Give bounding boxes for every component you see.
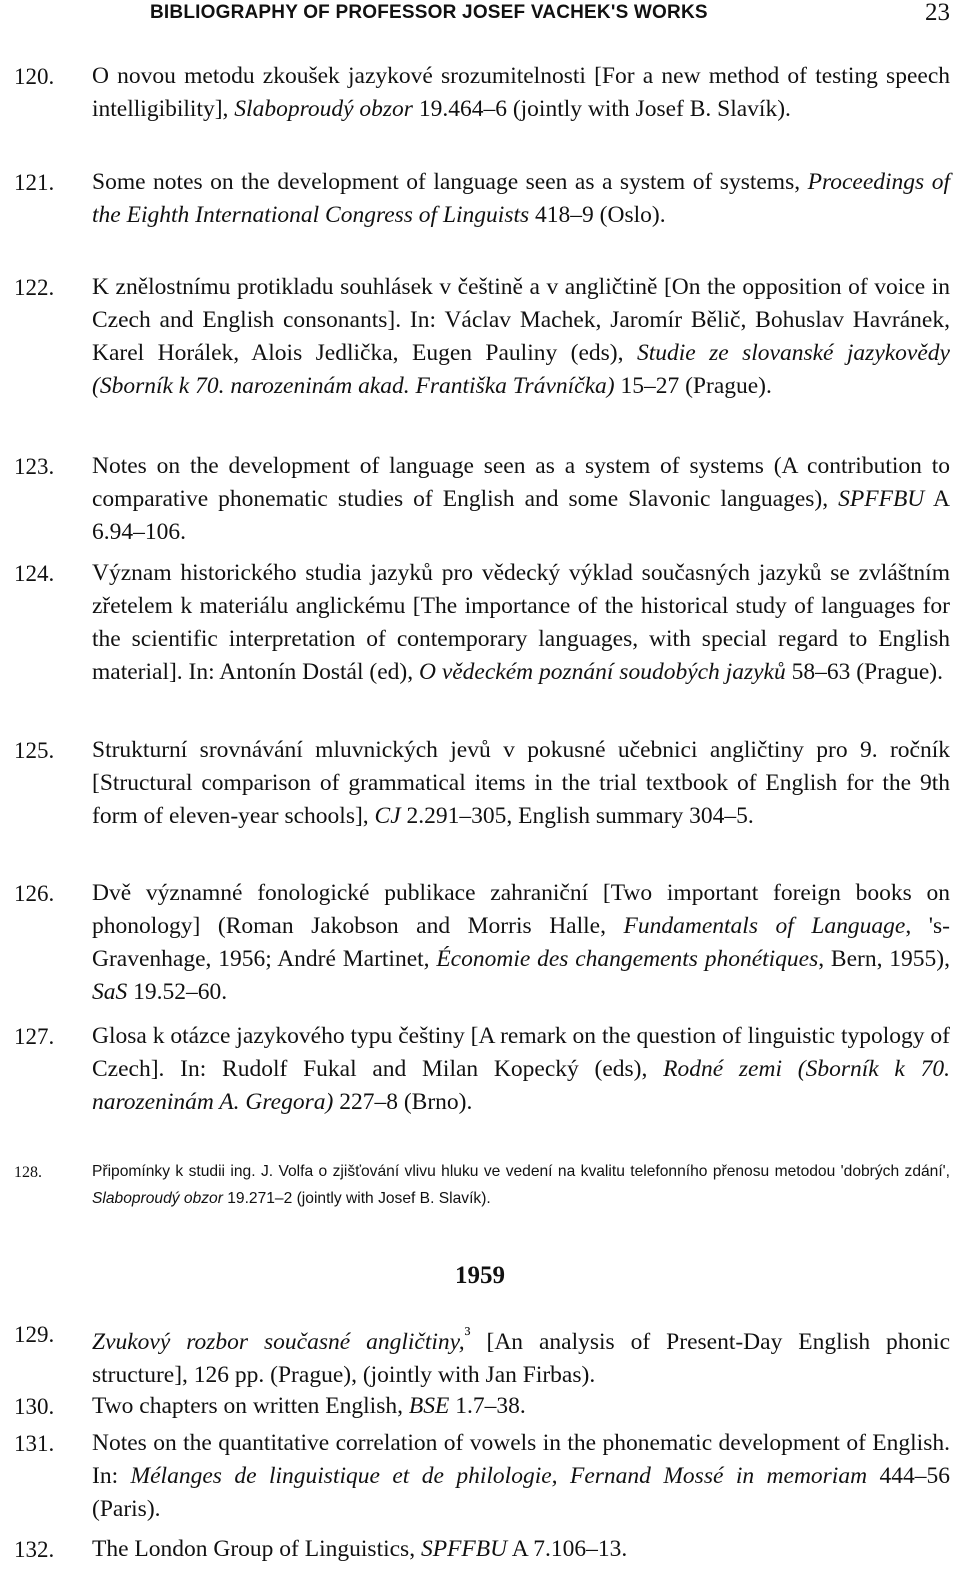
entry-text <box>92 1158 950 1212</box>
entry-text-run: K znělostnímu protikladu souhlásek v češtině a v angličtině [On the opposition of voice in Czech and English consonants]. In: Václav Machek, Jaromír Bělič, Bohuslav Havránek, Karel Horálek, Alois Jedlička, Eugen Pauliny (eds), <box>92 274 950 366</box>
running-head: BIBLIOGRAPHY OF PROFESSOR JOSEF VACHEK'S WORKS <box>150 2 708 23</box>
entry-text-run: 19.464–6 (jointly with Josef B. Slavík). <box>412 96 791 122</box>
entry-text-run: Two chapters on written English, <box>92 1393 409 1419</box>
entry-text-run: Dvě významné fonologické publikace zahraniční [Two important foreign books on phonology] (Roman Jakobson and Morris Halle, <box>92 880 950 939</box>
entry-text <box>92 1020 950 1119</box>
entry-text-run: Some notes on the development of language seen as a system of systems, <box>92 169 808 195</box>
page-number: 23 <box>925 0 950 26</box>
entry-number: 121. <box>14 170 55 195</box>
italic-title: Proceedings of the Eighth International Congress of Linguists <box>92 169 950 228</box>
entry-text-run: [An analysis of Present-Day English phonic structure], 126 pp. (Prague), (jointly with Jan Firbas). <box>92 1328 951 1388</box>
footnote-mark: ³ <box>464 1324 471 1345</box>
page-header <box>150 2 950 28</box>
entry-text-run: 444–56 (Paris). <box>92 1463 950 1522</box>
italic-title: Rodné zemi (Sborník k 70. narozeninám A. Gregora) <box>92 1056 950 1115</box>
entry-text <box>92 271 950 403</box>
italic-title: Fundamentals of Language <box>623 913 906 939</box>
entry-text-run: The London Group of Linguistics, <box>92 1536 421 1562</box>
entry-number: 129. <box>14 1322 55 1347</box>
entry-text <box>92 1390 950 1423</box>
entry-text <box>92 557 950 689</box>
entry-text-run: 19.52–60. <box>127 979 228 1005</box>
entry-number: 128. <box>14 1164 42 1181</box>
entry-text <box>92 1427 950 1526</box>
entry-text-run: , Bern, 1955), <box>818 946 950 972</box>
entry-number: 123. <box>14 454 55 479</box>
italic-title: Économie des changements phonétiques <box>436 946 819 972</box>
entry-text <box>92 166 950 232</box>
italic-title: Studie ze slovanské jazykovědy (Sborník k 70. narozeninám akad. Františka Trávníčka) <box>92 340 950 399</box>
entry-text-run: 418–9 (Oslo). <box>529 202 666 228</box>
entry-number: 132. <box>14 1537 55 1562</box>
italic-title: CJ <box>374 803 401 829</box>
entry-text-run: Notes on the quantitative correlation of vowels in the phonematic development of English. In: <box>92 1430 950 1489</box>
entry-text-run: 1.7–38. <box>449 1393 526 1419</box>
entry-number: 131. <box>14 1431 55 1456</box>
entry-text-run: Připomínky k studii ing. J. Volfa o zjišťování vlivu hluku ve vedení na kvalitu telefonního přenosu metodou 'dobrých zdání', <box>92 1163 950 1180</box>
entry-text <box>92 60 950 126</box>
entry-text-run: 227–8 (Brno). <box>333 1089 473 1115</box>
entry-number: 124. <box>14 561 55 586</box>
entry-text-run: A 7.106–13. <box>507 1536 628 1562</box>
italic-title: O vědeckém poznání soudobých jazyků <box>418 659 786 685</box>
entry-text-run: A 6.94–106. <box>92 486 950 545</box>
entry-text-run: 19.271–2 (jointly with Josef B. Slavík). <box>222 1190 491 1207</box>
entry-number: 130. <box>14 1394 55 1419</box>
entry-text <box>92 1533 950 1566</box>
entry-text-run: , 's-Gravenhage, 1956; André Martinet, <box>92 913 950 972</box>
entry-text <box>92 450 950 549</box>
entry-text <box>92 1318 950 1392</box>
entry-text-run: Význam historického studia jazyků pro vědecký výklad současných jazyků se zvláštním zřetelem k materiálu anglickému [The importance of the historical study of languages for the scientific interpretation of contemporary languages, with special regard to English material]. In: Antonín Dostál (ed), <box>92 560 950 685</box>
entry-number: 126. <box>14 881 55 906</box>
entry-text <box>92 877 950 1009</box>
entry-text <box>92 734 950 833</box>
italic-title: Mélanges de linguistique et de philologie, Fernand Mossé in memoriam <box>130 1463 868 1489</box>
entry-text-run: Glosa k otázce jazykového typu češtiny [A remark on the question of linguistic typology of Czech]. In: Rudolf Fukal and Milan Kopecký (eds), <box>92 1023 950 1082</box>
entry-number: 120. <box>14 64 55 89</box>
entry-text-run: O novou metodu zkoušek jazykové srozumitelnosti [For a new method of testing speech intelligibility], <box>92 63 950 122</box>
italic-title: Slaboproudý obzor <box>234 96 413 122</box>
entry-text-run: 2.291–305, English summary 304–5. <box>400 803 754 829</box>
italic-title: Slaboproudý obzor <box>92 1190 223 1207</box>
entry-number: 125. <box>14 738 55 763</box>
italic-title: SPFFBU <box>838 486 925 512</box>
italic-title: SaS <box>92 979 128 1005</box>
entry-number: 122. <box>14 275 55 300</box>
italic-title: Zvukový rozbor současné angličtiny, <box>92 1328 465 1355</box>
italic-title: BSE <box>408 1393 450 1419</box>
entry-text-run: 15–27 (Prague). <box>614 373 772 399</box>
entry-number: 127. <box>14 1024 55 1049</box>
entry-text-run: Strukturní srovnávání mluvnických jevů v pokusné učebnici angličtiny pro 9. ročník [Structural comparison of grammatical items in the trial textbook of English for the 9th form of eleven-year schools], <box>92 737 950 829</box>
year-heading: 1959 <box>455 1262 505 1289</box>
entry-text-run: Notes on the development of language seen as a system of systems (A contribution to comparative phonematic studies of English and some Slavonic languages), <box>92 453 950 512</box>
italic-title: SPFFBU <box>420 1536 508 1562</box>
entry-text-run: 58–63 (Prague). <box>785 659 944 685</box>
